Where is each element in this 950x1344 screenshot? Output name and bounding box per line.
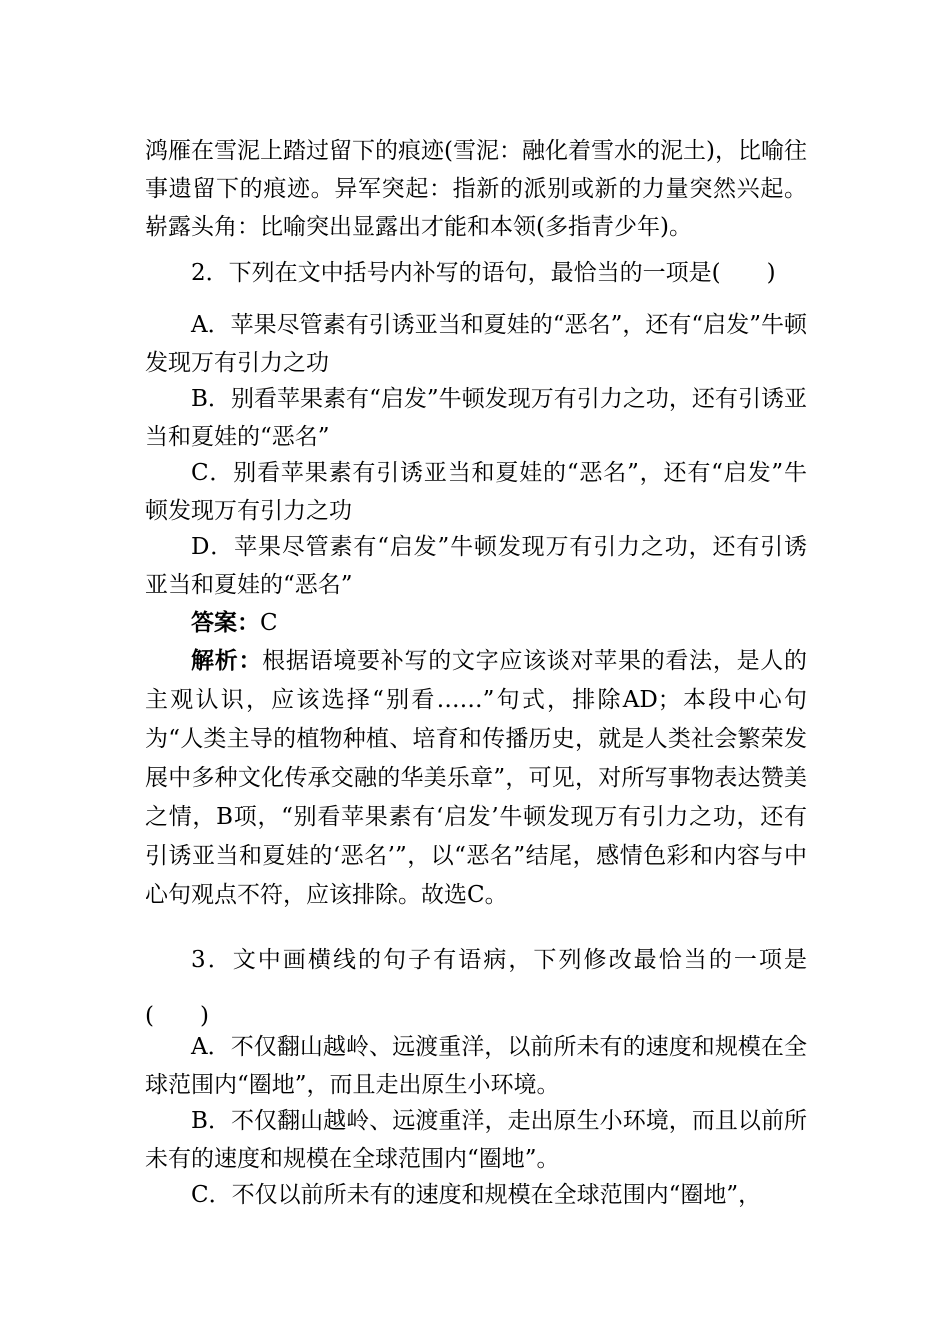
question-2-option-d: D．苹果尽管素有“启发”牛顿发现万有引力之功，还有引诱亚当和夏娃的“恶名” bbox=[145, 534, 807, 598]
intro-paragraph: 鸿雁在雪泥上踏过留下的痕迹(雪泥：融化着雪水的泥土)，比喻往事遗留下的痕迹。异军突起：指新的派别或新的力量突然兴起。崭露头角：比喻突出显露出才能和本领(多指青少年)。 bbox=[145, 138, 807, 240]
question-3-option-c: C．不仅以前所未有的速度和规模在全球范围内“圈地”， bbox=[191, 1182, 762, 1208]
question-3-option-a: A．不仅翻山越岭、远渡重洋，以前所未有的速度和规模在全球范围内“圈地”，而且走出原生小环境。 bbox=[145, 1034, 807, 1098]
question-2-answer bbox=[145, 604, 807, 642]
question-3-stem: 3．文中画横线的句子有语病，下列修改最恰当的一项是( ) bbox=[145, 947, 807, 1029]
explanation-text: 根据语境要补写的文字应该谈对苹果的看法，是人的主观认识，应该选择“别看……”句式，排除AD；本段中心句为“人类主导的植物种植、培育和传播历史，就是人类社会繁荣发展中多种文化传承交融的华美乐章”，可见，对所写事物表达赞美之情，B项，“别看苹果素有‘启发’牛顿发现万有引力之功，还有引诱亚当和夏娃的‘恶名’”，以“恶名”结尾，感情色彩和内容与中心句观点不符，应该排除。故选C。 bbox=[145, 648, 808, 908]
question-3-option-b: B．不仅翻山越岭、远渡重洋，走出原生小环境，而且以前所未有的速度和规模在全球范围内“圈地”。 bbox=[145, 1108, 807, 1172]
question-2-stem: 2．下列在文中括号内补写的语句，最恰当的一项是( ) bbox=[191, 260, 776, 286]
question-2-explanation bbox=[145, 642, 807, 915]
explanation-label: 解析： bbox=[191, 648, 263, 674]
question-2-option-c: C．别看苹果素有引诱亚当和夏娃的“恶名”，还有“启发”牛顿发现万有引力之功 bbox=[145, 460, 807, 524]
question-2-option-a: A．苹果尽管素有引诱亚当和夏娃的“恶名”，还有“启发”牛顿发现万有引力之功 bbox=[145, 312, 807, 376]
answer-value: C bbox=[260, 610, 278, 636]
answer-label: 答案： bbox=[191, 610, 260, 636]
question-2-option-b: B．别看苹果素有“启发”牛顿发现万有引力之功，还有引诱亚当和夏娃的“恶名” bbox=[145, 386, 807, 450]
